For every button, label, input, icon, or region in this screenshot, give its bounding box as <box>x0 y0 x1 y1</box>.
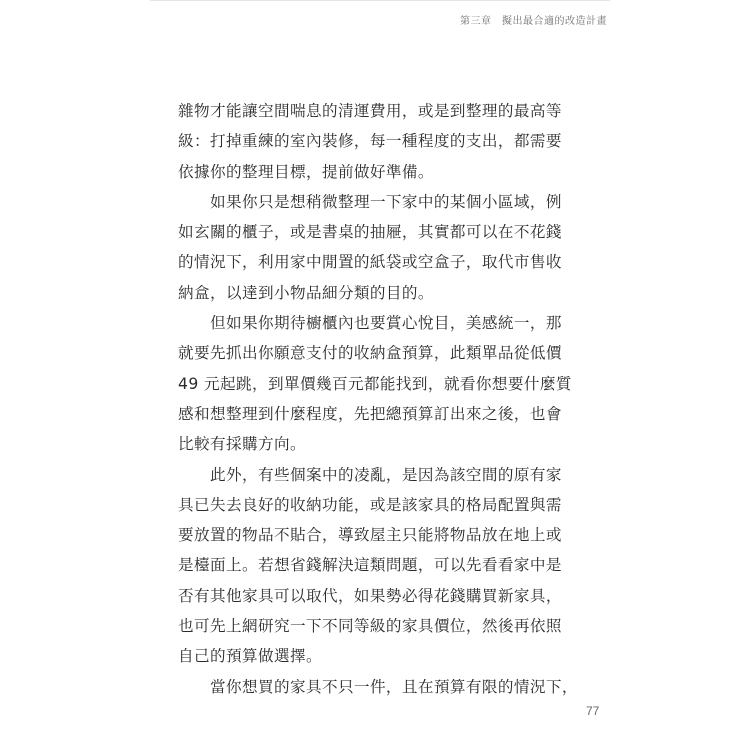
text-line: 也可先上網研究一下不同等級的家具價位，然後再依照 <box>178 617 562 636</box>
text-line: 要放置的物品不貼合，導致屋主只能將物品放在地上或 <box>178 526 562 545</box>
page-number: 77 <box>586 704 600 718</box>
text-line: 雜物才能讓空間喘息的清運費用，或是到整理的最高等 <box>178 102 562 120</box>
text-line: 是檯面上。若想省錢解決這類問題，可以先看看家中是 <box>178 556 562 575</box>
text-line: 比較有採購方向。 <box>178 435 306 454</box>
text-line: 級：打掉重練的室內裝修，每一種程度的支出，都需要 <box>178 132 562 151</box>
text-line: 自己的預算做選擇。 <box>178 647 322 666</box>
text-line: 納盒，以達到小物品細分類的目的。 <box>178 283 434 302</box>
body-text <box>178 96 578 702</box>
running-header: 第三章 擬出最合適的改造計畫 <box>460 16 607 27</box>
paragraph-start-line: 但如果你期待櫥櫃內也要賞心悅目，美感統一，那 <box>210 314 562 333</box>
text-line: 如玄關的櫃子，或是書桌的抽屜，其實都可以在不花錢 <box>178 223 562 242</box>
text-line: 否有其他家具可以取代，如果勢必得花錢購買新家具， <box>178 586 562 605</box>
top-rule <box>150 0 610 1</box>
paragraph-start-line: 如果你只是想稍微整理一下家中的某個小區域，例 <box>210 192 562 211</box>
text-line: 依據你的整理目標，提前做好準備。 <box>178 162 434 181</box>
text-line: 具已失去良好的收納功能，或是該家具的格局配置與需 <box>178 495 562 514</box>
text-line: 的情況下，利用家中閒置的紙袋或空盒子，取代市售收 <box>178 253 562 272</box>
text-line: 感和想整理到什麼程度，先把總預算訂出來之後，也會 <box>178 404 562 423</box>
text-line: 就要先抓出你願意支付的收納盒預算，此類單品從低價 <box>178 344 562 363</box>
text-line: 49 元起跳，到單價幾百元都能找到，就看你想要什麼質 <box>178 374 572 393</box>
paragraph-start-line: 當你想買的家具不只一件，且在預算有限的情況下， <box>210 677 578 696</box>
paragraph-start-line: 此外，有些個案中的凌亂，是因為該空間的原有家 <box>210 465 562 484</box>
